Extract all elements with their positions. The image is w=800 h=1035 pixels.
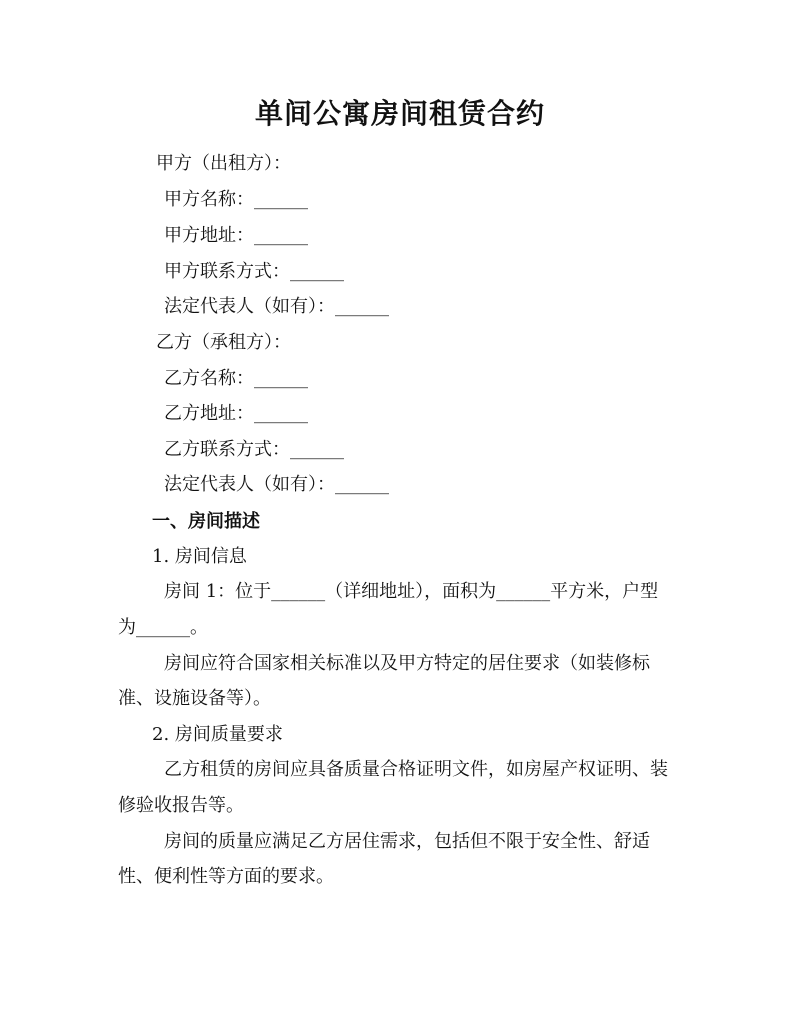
paragraph-line: 房间应符合国家相关标准以及甲方特定的居住要求（如装修标 <box>164 653 650 674</box>
subsection-heading: 2. 房间质量要求 <box>152 724 283 745</box>
party-a-name: 甲方名称：______ <box>164 189 308 210</box>
paragraph-line: 准、设施设备等）。 <box>118 688 271 709</box>
paragraph-line: 为______。 <box>118 617 208 638</box>
paragraph-line: 修验收报告等。 <box>118 795 244 816</box>
party-a-contact: 甲方联系方式：______ <box>164 261 344 282</box>
party-b-address: 乙方地址：______ <box>164 403 308 424</box>
party-b-name: 乙方名称：______ <box>164 368 308 389</box>
party-a-label: 甲方（出租方）： <box>156 153 291 174</box>
subsection-heading: 1. 房间信息 <box>152 546 247 567</box>
document-title: 单间公寓房间租赁合约 <box>254 97 545 130</box>
paragraph-line: 房间 1：位于______（详细地址），面积为______平方米，户型 <box>164 581 659 602</box>
party-b-contact: 乙方联系方式：______ <box>164 439 344 460</box>
paragraph-line: 性、便利性等方面的要求。 <box>118 866 334 887</box>
party-a-address: 甲方地址：______ <box>164 225 308 246</box>
party-a-representative: 法定代表人（如有）：______ <box>164 296 389 317</box>
party-b-representative: 法定代表人（如有）：______ <box>164 474 389 495</box>
party-b-label: 乙方（承租方）： <box>156 332 291 353</box>
paragraph-line: 乙方租赁的房间应具备质量合格证明文件，如房屋产权证明、装 <box>164 759 668 780</box>
section-heading: 一、房间描述 <box>152 511 260 532</box>
paragraph-line: 房间的质量应满足乙方居住需求，包括但不限于安全性、舒适 <box>164 831 650 852</box>
